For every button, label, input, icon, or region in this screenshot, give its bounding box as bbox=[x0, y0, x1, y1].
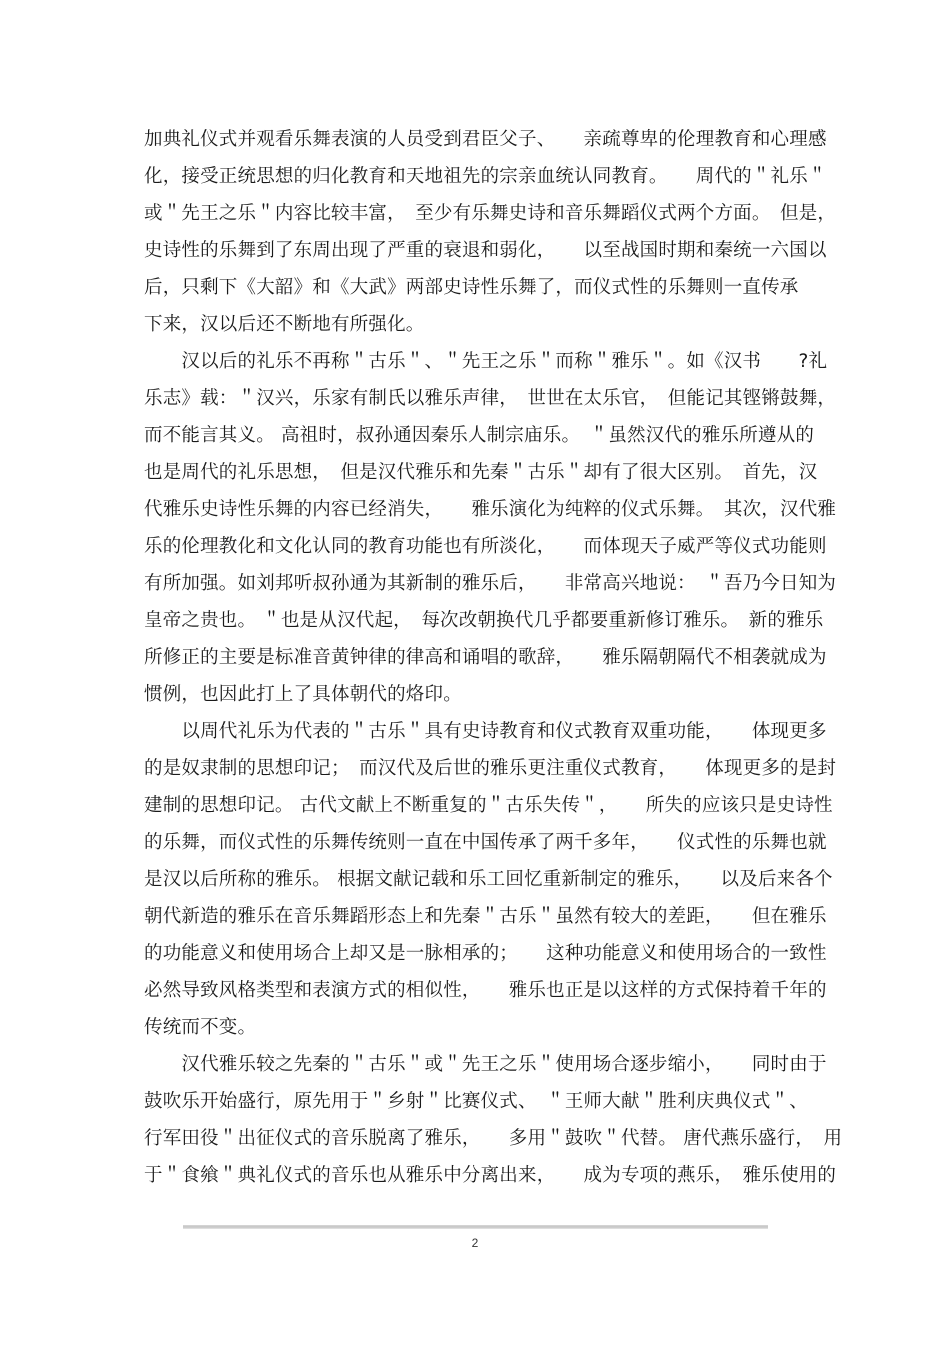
text-line: 的乐舞，而仪式性的乐舞传统则一直在中国传承了两千多年， 仪式性的乐舞也就 bbox=[144, 832, 827, 853]
text-line: 乐的伦理教化和文化认同的教育功能也有所淡化， 而体现天子威严等仪式功能则 bbox=[144, 536, 827, 557]
text-line: 也是周代的礼乐思想， 但是汉代雅乐和先秦＂古乐＂却有了很大区别。 首先，汉 bbox=[144, 462, 818, 483]
text-line: 惯例，也因此打上了具体朝代的烙印。 bbox=[144, 684, 462, 705]
text-line: 的是奴隶制的思想印记； 而汉代及后世的雅乐更注重仪式教育， 体现更多的是封 bbox=[144, 758, 837, 779]
text-line: 于＂食飨＂典礼仪式的音乐也从雅乐中分离出来， 成为专项的燕乐， 雅乐使用的 bbox=[144, 1165, 837, 1186]
text-line: 汉代雅乐较之先秦的＂古乐＂或＂先王之乐＂使用场合逐步缩小， 同时由于 bbox=[144, 1054, 827, 1075]
text-line: 或＂先王之乐＂内容比较丰富， 至少有乐舞史诗和音乐舞蹈仪式两个方面。 但是， bbox=[144, 203, 837, 224]
text-line: 加典礼仪式并观看乐舞表演的人员受到君臣父子、 亲疏尊卑的伦理教育和心理感 bbox=[144, 129, 827, 150]
footer-rule bbox=[183, 1225, 768, 1229]
text-line: 代雅乐史诗性乐舞的内容已经消失， 雅乐演化为纯粹的仪式乐舞。 其次，汉代雅 bbox=[144, 499, 837, 520]
text-line: 鼓吹乐开始盛行，原先用于＂乡射＂比赛仪式、 ＂王师大献＂胜利庆典仪式＂、 bbox=[144, 1091, 808, 1112]
text-line: 有所加强。如刘邦听叔孙通为其新制的雅乐后， 非常高兴地说： ＂吾乃今日知为 bbox=[144, 573, 837, 594]
text-line: 乐志》载：＂汉兴，乐家有制氏以雅乐声律， 世世在太乐官， 但能记其铿锵鼓舞， bbox=[144, 388, 837, 409]
text-line: 建制的思想印记。 古代文献上不断重复的＂古乐失传＂， 所失的应该只是史诗性 bbox=[144, 795, 833, 816]
text-line: 化，接受正统思想的归化教育和天地祖先的宗亲血统认同教育。 周代的＂礼乐＂ bbox=[144, 166, 827, 187]
text-line: 行军田役＂出征仪式的音乐脱离了雅乐， 多用＂鼓吹＂代替。 唐代燕乐盛行， 用 bbox=[144, 1128, 843, 1149]
text-line: 朝代新造的雅乐在音乐舞蹈形态上和先秦＂古乐＂虽然有较大的差距， 但在雅乐 bbox=[144, 906, 827, 927]
text-line: 史诗性的乐舞到了东周出现了严重的衰退和弱化， 以至战国时期和秦统一六国以 bbox=[144, 240, 827, 261]
text-line: 下来，汉以后还不断地有所强化。 bbox=[144, 314, 425, 335]
text-line: 以周代礼乐为代表的＂古乐＂具有史诗教育和仪式教育双重功能， 体现更多 bbox=[144, 721, 827, 742]
text-line: 是汉以后所称的雅乐。 根据文献记载和乐工回忆重新制定的雅乐， 以及后来各个 bbox=[144, 869, 833, 890]
text-line: 所修正的主要是标准音黄钟律的律高和诵唱的歌辞， 雅乐隔朝隔代不相袭就成为 bbox=[144, 647, 827, 668]
text-line: 的功能意义和使用场合上却又是一脉相承的； 这种功能意义和使用场合的一致性 bbox=[144, 943, 827, 964]
text-line: 而不能言其义。 高祖时，叔孙通因秦乐人制宗庙乐。 ＂虽然汉代的雅乐所遵从的 bbox=[144, 425, 815, 446]
page-number: 2 bbox=[471, 1236, 479, 1250]
text-line: 后，只剩下《大韶》和《大武》两部史诗性乐舞了，而仪式性的乐舞则一直传承 bbox=[144, 277, 799, 298]
text-line: 必然导致风格类型和表演方式的相似性， 雅乐也正是以这样的方式保持着千年的 bbox=[144, 980, 827, 1001]
text-line: 传统而不变。 bbox=[144, 1017, 257, 1038]
text-line: 皇帝之贵也。 ＂也是从汉代起， 每次改朝换代几乎都要重新修订雅乐。 新的雅乐 bbox=[144, 610, 824, 631]
text-line: 汉以后的礼乐不再称＂古乐＂、＂先王之乐＂而称＂雅乐＂。如《汉书 ?礼 bbox=[144, 351, 828, 372]
